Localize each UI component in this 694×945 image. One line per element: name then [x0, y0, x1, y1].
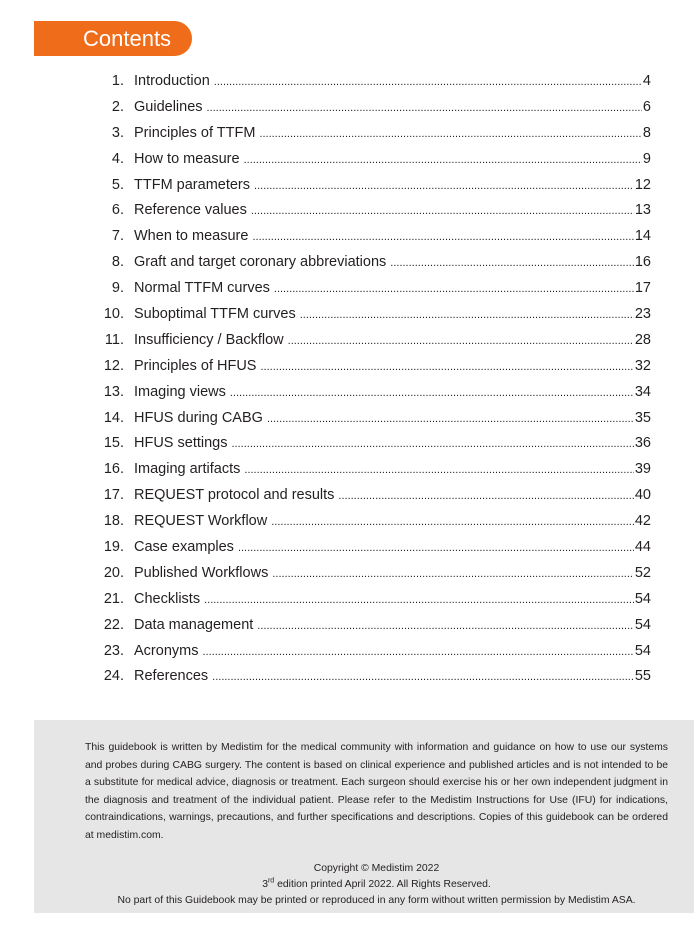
toc-entry-title: Graft and target coronary abbreviations: [134, 254, 387, 271]
toc-entry-number: 18.: [103, 513, 124, 530]
toc-dot-leader: [238, 542, 634, 554]
toc-entry-title: Introduction: [134, 73, 210, 89]
toc-entry-number: 2.: [111, 98, 124, 115]
toc-entry-number: 23.: [103, 642, 124, 659]
toc-entry-title: Data management: [134, 616, 254, 633]
toc-entry-title: HFUS during CABG: [134, 409, 263, 426]
toc-entry-title: Case examples: [134, 539, 234, 556]
toc-dot-leader: [267, 413, 634, 425]
toc-entry[interactable]: [100, 513, 651, 539]
toc-entry-number: 6.: [111, 202, 124, 219]
toc-entry[interactable]: [100, 306, 651, 332]
toc-dot-leader: [288, 335, 634, 347]
toc-dot-leader: [204, 594, 634, 606]
toc-entry-number: 8.: [111, 254, 124, 271]
toc-dot-leader: [251, 205, 634, 217]
toc-entry-page: 32: [634, 357, 651, 374]
toc-entry-page: 40: [634, 487, 651, 504]
toc-entry[interactable]: [100, 617, 651, 643]
toc-entry[interactable]: [100, 73, 651, 99]
toc-entry-number: 17.: [103, 487, 124, 504]
toc-entry-page: 55: [634, 668, 651, 685]
toc-dot-leader: [252, 231, 633, 243]
toc-entry[interactable]: [100, 228, 651, 254]
toc-dot-leader: [207, 102, 642, 114]
reproduction-notice: No part of this Guidebook may be printed or reproduced in any form without written permission by Medistim ASA.: [117, 895, 636, 906]
toc-entry[interactable]: [100, 591, 651, 617]
toc-entry-number: 4.: [111, 150, 124, 167]
toc-entry[interactable]: [100, 202, 651, 228]
toc-entry-page: 16: [634, 254, 651, 271]
toc-entry-page: 23: [634, 306, 651, 323]
toc-dot-leader: [257, 620, 634, 632]
toc-entry-number: 5.: [111, 176, 124, 193]
disclaimer-panel: [34, 720, 694, 913]
toc-entry-page: 54: [634, 642, 651, 659]
toc-dot-leader: [254, 180, 634, 192]
toc-entry-title: References: [134, 668, 209, 685]
toc-entry-title: Principles of TTFM: [134, 124, 256, 141]
toc-entry-title: How to measure: [134, 150, 240, 167]
toc-entry[interactable]: [100, 435, 651, 461]
toc-entry[interactable]: [100, 565, 651, 591]
toc-entry-title: Insufficiency / Backflow: [134, 331, 284, 348]
toc-entry-title: Principles of HFUS: [134, 357, 257, 374]
toc-dot-leader: [212, 671, 634, 683]
toc-dot-leader: [231, 438, 633, 450]
toc-entry-page: 12: [634, 176, 651, 193]
toc-entry[interactable]: [100, 280, 651, 306]
toc-entry-page: 54: [634, 590, 651, 607]
toc-entry-page: 6: [642, 98, 651, 115]
toc-entry-number: 24.: [103, 668, 124, 685]
toc-entry[interactable]: [100, 151, 651, 177]
copyright-line: Copyright © Medistim 2022: [313, 863, 440, 874]
disclaimer-text: This guidebook is written by Medistim for the medical community with information and guidance on how to use our systems and probes during CABG surgery. The content is based on clinical experience and published articles and is not intended to be a substitute for medical advice, diagnosis or treatment. Each surgeon should exercise his or her own independent judgment in the diagnosis and treatment of the individual patient. Please refer to the Medistim Instructions for Use (IFU) for indications, contraindications, warnings, precautions, and further specifications and descriptions. Copies of this guidebook can be ordered at medistim.com.: [85, 742, 668, 841]
toc-entry-number: 13.: [103, 383, 124, 400]
toc-entry-page: 28: [634, 331, 651, 348]
toc-entry-page: 14: [634, 228, 651, 245]
toc-dot-leader: [214, 76, 642, 88]
toc-entry-title: When to measure: [134, 228, 249, 245]
toc-entry-title: HFUS settings: [134, 435, 228, 452]
toc-entry-page: 4: [642, 73, 651, 89]
toc-entry-number: 16.: [103, 461, 124, 478]
toc-entry-page: 44: [634, 539, 651, 556]
toc-dot-leader: [244, 154, 642, 166]
toc-entry-page: 39: [634, 461, 651, 478]
toc-dot-leader: [390, 257, 634, 269]
toc-entry[interactable]: [100, 643, 651, 669]
toc-entry-page: 35: [634, 409, 651, 426]
toc-entry-number: 21.: [103, 590, 124, 607]
toc-entry-page: 34: [634, 383, 651, 400]
contents-heading: Contents: [34, 21, 192, 56]
toc-dot-leader: [274, 283, 634, 295]
toc-entry-page: 13: [634, 202, 651, 219]
toc-entry[interactable]: [100, 332, 651, 358]
toc-entry-number: 11.: [104, 331, 124, 348]
toc-entry-number: 10.: [103, 306, 124, 323]
toc-dot-leader: [260, 361, 633, 373]
toc-entry[interactable]: [100, 99, 651, 125]
toc-dot-leader: [244, 464, 633, 476]
toc-entry-title: REQUEST Workflow: [134, 513, 268, 530]
toc-entry-number: 22.: [103, 616, 124, 633]
toc-entry-title: Published Workflows: [134, 564, 269, 581]
toc-entry[interactable]: [100, 125, 651, 151]
edition-number: 3: [262, 879, 268, 890]
toc-entry-page: 9: [642, 150, 651, 167]
toc-entry-title: TTFM parameters: [134, 176, 251, 193]
toc-entry-page: 52: [634, 564, 651, 581]
toc-entry-title: Imaging artifacts: [134, 461, 241, 478]
toc-dot-leader: [230, 387, 634, 399]
toc-dot-leader: [272, 568, 634, 580]
toc-entry[interactable]: [100, 668, 651, 694]
toc-entry-number: 9.: [111, 280, 124, 297]
toc-entry-number: 15.: [103, 435, 124, 452]
edition-line: [85, 877, 668, 893]
toc-entry-page: 42: [634, 513, 651, 530]
toc-entry-number: 3.: [111, 124, 124, 141]
toc-entry-title: Imaging views: [134, 383, 226, 400]
toc-entry-number: 1.: [111, 73, 124, 89]
toc-entry[interactable]: [100, 410, 651, 436]
toc-entry[interactable]: [100, 177, 651, 203]
toc-entry-page: 8: [642, 124, 651, 141]
toc-dot-leader: [271, 516, 634, 528]
toc-entry-title: Guidelines: [134, 98, 203, 115]
toc-entry-title: Reference values: [134, 202, 247, 219]
toc-entry-page: 36: [634, 435, 651, 452]
toc-entry-page: 17: [634, 280, 651, 297]
toc-dot-leader: [300, 309, 634, 321]
edition-text: edition printed April 2022. All Rights Reserved.: [274, 879, 491, 890]
toc-dot-leader: [338, 490, 633, 502]
edition-suffix: rd: [267, 877, 275, 885]
toc-entry[interactable]: [100, 358, 651, 384]
toc-entry[interactable]: [100, 461, 651, 487]
table-of-contents: [100, 73, 651, 694]
toc-entry-page: 54: [634, 616, 651, 633]
toc-entry-number: 12.: [103, 357, 124, 374]
toc-entry-title: Acronyms: [134, 642, 199, 659]
toc-entry-title: Checklists: [134, 590, 201, 607]
toc-entry[interactable]: [100, 384, 651, 410]
toc-dot-leader: [259, 128, 642, 140]
toc-entry-title: Suboptimal TTFM curves: [134, 306, 296, 323]
toc-dot-leader: [202, 646, 633, 658]
copyright-block: [85, 861, 668, 909]
toc-entry[interactable]: [100, 254, 651, 280]
toc-entry[interactable]: [100, 539, 651, 565]
toc-entry-number: 20.: [103, 564, 124, 581]
toc-entry-number: 19.: [103, 539, 124, 556]
toc-entry-title: REQUEST protocol and results: [134, 487, 335, 504]
toc-entry-number: 14.: [103, 409, 124, 426]
toc-entry-number: 7.: [111, 228, 124, 245]
toc-entry-title: Normal TTFM curves: [134, 280, 270, 297]
toc-entry[interactable]: [100, 487, 651, 513]
